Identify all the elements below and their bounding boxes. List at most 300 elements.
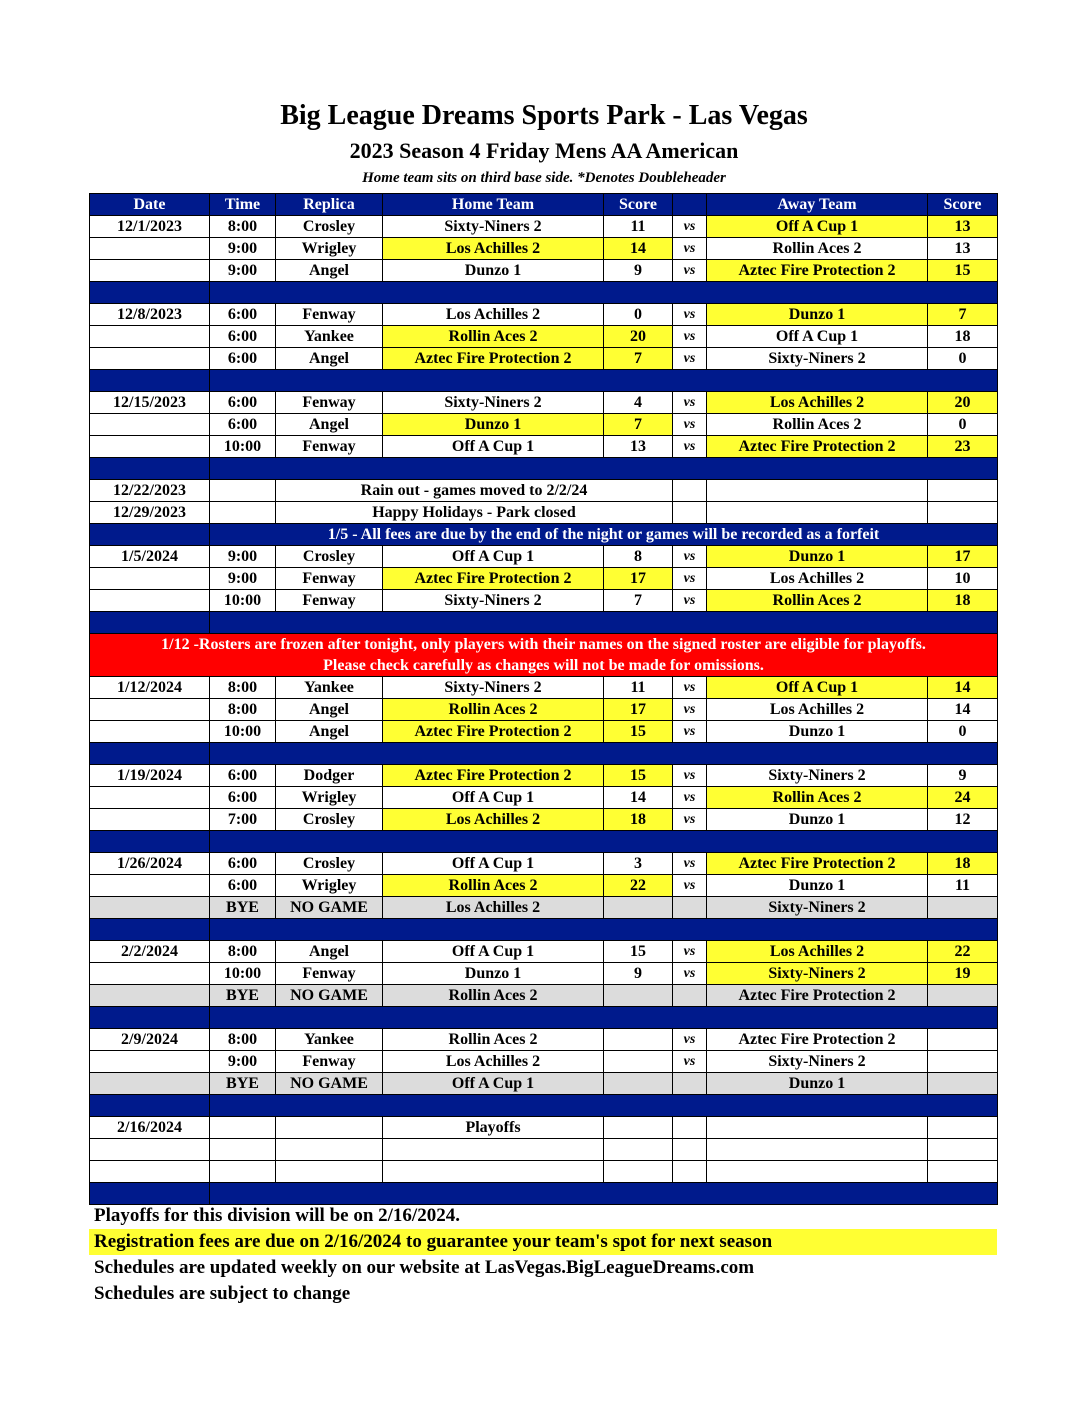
game-row — [90, 1117, 998, 1139]
replica-field-cell — [276, 1117, 383, 1139]
home-score-cell — [604, 985, 673, 1007]
bye-row — [90, 985, 998, 1007]
vs-cell — [673, 985, 707, 1007]
away-score-cell: 17 — [928, 546, 998, 568]
separator-cell — [210, 370, 998, 392]
footer-registration: Registration fees are due on 2/16/2024 to guarantee your team's spot for next season — [89, 1229, 997, 1255]
home-score-cell: 8 — [604, 546, 673, 568]
vs-cell — [673, 1161, 707, 1183]
time-cell: BYE — [210, 897, 276, 919]
game-row — [90, 546, 998, 568]
home-score-cell — [604, 1073, 673, 1095]
separator-row — [90, 1183, 998, 1205]
home-score-cell: 17 — [604, 699, 673, 721]
date-cell: 1/19/2024 — [90, 765, 210, 787]
game-row — [90, 414, 998, 436]
game-row — [90, 1161, 998, 1183]
away-score-cell — [928, 897, 998, 919]
home-team-cell: Off A Cup 1 — [383, 787, 604, 809]
header-date: Date — [90, 194, 210, 216]
vs-cell: vs — [673, 392, 707, 414]
notice-row — [90, 480, 998, 502]
away-team-cell: Los Achilles 2 — [707, 568, 928, 590]
date-cell: 12/22/2023 — [90, 480, 210, 502]
replica-field-cell: Wrigley — [276, 875, 383, 897]
date-cell — [90, 721, 210, 743]
vs-cell: vs — [673, 546, 707, 568]
time-cell: 8:00 — [210, 699, 276, 721]
away-team-cell: Rollin Aces 2 — [707, 590, 928, 612]
date-cell: 12/1/2023 — [90, 216, 210, 238]
vs-cell: vs — [673, 348, 707, 370]
date-cell — [90, 1051, 210, 1073]
home-score-cell: 11 — [604, 677, 673, 699]
home-team-cell: Aztec Fire Protection 2 — [383, 568, 604, 590]
game-row — [90, 1051, 998, 1073]
away-team-cell: Los Achilles 2 — [707, 941, 928, 963]
separator-row — [90, 743, 998, 765]
home-team-cell: Los Achilles 2 — [383, 809, 604, 831]
separator-row — [90, 1007, 998, 1029]
time-cell: 6:00 — [210, 348, 276, 370]
away-score-cell: 13 — [928, 238, 998, 260]
home-score-cell — [604, 1117, 673, 1139]
home-team-cell: Sixty-Niners 2 — [383, 216, 604, 238]
separator-cell — [210, 1183, 998, 1205]
replica-field-cell: Yankee — [276, 677, 383, 699]
vs-cell: vs — [673, 238, 707, 260]
replica-field-cell: Yankee — [276, 326, 383, 348]
away-team-cell — [707, 502, 928, 524]
vs-cell: vs — [673, 414, 707, 436]
game-row — [90, 721, 998, 743]
home-score-cell — [604, 1051, 673, 1073]
time-cell: 10:00 — [210, 590, 276, 612]
game-row — [90, 809, 998, 831]
replica-field-cell: Crosley — [276, 546, 383, 568]
away-score-cell: 0 — [928, 721, 998, 743]
away-team-cell: Dunzo 1 — [707, 721, 928, 743]
replica-field-cell: Angel — [276, 721, 383, 743]
date-cell — [90, 699, 210, 721]
date-cell: 12/8/2023 — [90, 304, 210, 326]
bye-row — [90, 1073, 998, 1095]
separator-cell — [210, 612, 998, 634]
roster-alert-line-2: Please check carefully as changes will not be made for omissions. — [323, 657, 764, 674]
home-team-cell: Dunzo 1 — [383, 963, 604, 985]
replica-field-cell: NO GAME — [276, 897, 383, 919]
home-score-cell — [604, 897, 673, 919]
date-cell — [90, 348, 210, 370]
date-cell: 12/15/2023 — [90, 392, 210, 414]
separator-row — [90, 919, 998, 941]
game-row — [90, 568, 998, 590]
date-cell: 2/9/2024 — [90, 1029, 210, 1051]
away-score-cell — [928, 1029, 998, 1051]
vs-cell: vs — [673, 787, 707, 809]
time-cell: 6:00 — [210, 853, 276, 875]
time-cell: 6:00 — [210, 765, 276, 787]
time-cell — [210, 1117, 276, 1139]
replica-field-cell — [276, 1161, 383, 1183]
away-score-cell: 24 — [928, 787, 998, 809]
bye-row — [90, 897, 998, 919]
date-cell: 1/26/2024 — [90, 853, 210, 875]
vs-cell: vs — [673, 853, 707, 875]
roster-alert-line-1: 1/12 -Rosters are frozen after tonight, only players with their names on the signed roster are eligible for playoffs. — [161, 636, 926, 653]
page-title: Big League Dreams Sports Park - Las Vegas — [280, 100, 808, 131]
away-team-cell: Dunzo 1 — [707, 809, 928, 831]
game-row — [90, 853, 998, 875]
vs-cell — [673, 897, 707, 919]
time-cell: 6:00 — [210, 875, 276, 897]
home-score-cell — [604, 1161, 673, 1183]
home-score-cell: 7 — [604, 414, 673, 436]
home-team-cell: Los Achilles 2 — [383, 1051, 604, 1073]
home-team-cell: Off A Cup 1 — [383, 436, 604, 458]
fee-notice-text: 1/5 - All fees are due by the end of the night or games will be recorded as a forfeit — [210, 524, 998, 546]
away-score-cell: 23 — [928, 436, 998, 458]
away-score-cell — [928, 480, 998, 502]
game-row — [90, 875, 998, 897]
replica-field-cell: Angel — [276, 941, 383, 963]
time-cell: 6:00 — [210, 326, 276, 348]
home-team-cell: Sixty-Niners 2 — [383, 590, 604, 612]
home-score-cell: 20 — [604, 326, 673, 348]
home-team-cell: Off A Cup 1 — [383, 941, 604, 963]
away-team-cell: Aztec Fire Protection 2 — [707, 436, 928, 458]
replica-field-cell — [276, 1139, 383, 1161]
replica-field-cell: Crosley — [276, 809, 383, 831]
footer-disclaimer: Schedules are subject to change — [94, 1283, 351, 1304]
vs-cell: vs — [673, 809, 707, 831]
home-score-cell: 14 — [604, 787, 673, 809]
home-score-cell: 17 — [604, 568, 673, 590]
home-score-cell: 9 — [604, 963, 673, 985]
separator-cell — [90, 458, 210, 480]
away-team-cell — [707, 1117, 928, 1139]
away-score-cell — [928, 1073, 998, 1095]
game-row — [90, 392, 998, 414]
away-score-cell: 9 — [928, 765, 998, 787]
away-score-cell: 18 — [928, 590, 998, 612]
separator-cell — [90, 1095, 210, 1117]
home-team-cell: Off A Cup 1 — [383, 853, 604, 875]
separator-cell — [210, 1095, 998, 1117]
vs-cell: vs — [673, 765, 707, 787]
away-score-cell: 11 — [928, 875, 998, 897]
home-team-cell: Rollin Aces 2 — [383, 326, 604, 348]
home-score-cell — [604, 1029, 673, 1051]
time-cell — [210, 480, 276, 502]
vs-cell: vs — [673, 721, 707, 743]
away-score-cell: 19 — [928, 963, 998, 985]
footer-playoffs: Playoffs for this division will be on 2/16/2024. — [94, 1205, 460, 1226]
home-score-cell: 3 — [604, 853, 673, 875]
time-cell: 6:00 — [210, 392, 276, 414]
game-row — [90, 260, 998, 282]
vs-cell: vs — [673, 304, 707, 326]
home-team-cell: Aztec Fire Protection 2 — [383, 721, 604, 743]
vs-cell: vs — [673, 1051, 707, 1073]
home-team-cell: Los Achilles 2 — [383, 304, 604, 326]
away-team-cell: Off A Cup 1 — [707, 216, 928, 238]
time-cell — [210, 1139, 276, 1161]
vs-cell: vs — [673, 677, 707, 699]
time-cell: 8:00 — [210, 1029, 276, 1051]
away-score-cell — [928, 1161, 998, 1183]
separator-row — [90, 458, 998, 480]
date-cell — [90, 875, 210, 897]
time-cell: 9:00 — [210, 260, 276, 282]
away-score-cell: 18 — [928, 326, 998, 348]
header-away-score: Score — [928, 194, 998, 216]
replica-field-cell: Crosley — [276, 216, 383, 238]
game-row — [90, 590, 998, 612]
vs-cell: vs — [673, 590, 707, 612]
home-team-cell: Rollin Aces 2 — [383, 1029, 604, 1051]
home-team-cell — [383, 1161, 604, 1183]
vs-cell: vs — [673, 1029, 707, 1051]
away-score-cell: 0 — [928, 348, 998, 370]
home-team-cell: Aztec Fire Protection 2 — [383, 765, 604, 787]
separator-cell — [210, 831, 998, 853]
away-score-cell: 13 — [928, 216, 998, 238]
separator-cell — [90, 1007, 210, 1029]
footer-website: Schedules are updated weekly on our website at LasVegas.BigLeagueDreams.com — [94, 1257, 755, 1278]
away-score-cell: 15 — [928, 260, 998, 282]
away-score-cell — [928, 1051, 998, 1073]
away-team-cell: Sixty-Niners 2 — [707, 765, 928, 787]
home-team-cell: Rollin Aces 2 — [383, 699, 604, 721]
date-cell — [90, 809, 210, 831]
roster-alert-cell — [90, 634, 998, 677]
game-row — [90, 216, 998, 238]
replica-field-cell: Dodger — [276, 765, 383, 787]
date-cell — [90, 787, 210, 809]
date-cell — [90, 568, 210, 590]
roster-alert-row — [90, 634, 998, 677]
date-cell — [90, 963, 210, 985]
vs-cell: vs — [673, 260, 707, 282]
home-score-cell: 7 — [604, 590, 673, 612]
time-cell: 6:00 — [210, 414, 276, 436]
home-team-cell: Sixty-Niners 2 — [383, 392, 604, 414]
date-cell — [90, 414, 210, 436]
away-score-cell — [928, 985, 998, 1007]
separator-row — [90, 612, 998, 634]
separator-row — [90, 831, 998, 853]
away-team-cell: Rollin Aces 2 — [707, 414, 928, 436]
away-team-cell: Dunzo 1 — [707, 546, 928, 568]
vs-cell: vs — [673, 216, 707, 238]
away-team-cell: Aztec Fire Protection 2 — [707, 260, 928, 282]
separator-cell — [210, 1007, 998, 1029]
separator-cell — [90, 919, 210, 941]
away-team-cell: Rollin Aces 2 — [707, 238, 928, 260]
time-cell: BYE — [210, 1073, 276, 1095]
vs-cell: vs — [673, 568, 707, 590]
home-team-cell — [383, 1139, 604, 1161]
date-cell — [90, 238, 210, 260]
game-row — [90, 941, 998, 963]
separator-cell — [90, 282, 210, 304]
home-team-cell: Rollin Aces 2 — [383, 875, 604, 897]
away-team-cell: Dunzo 1 — [707, 1073, 928, 1095]
away-score-cell: 14 — [928, 699, 998, 721]
home-team-cell: Off A Cup 1 — [383, 546, 604, 568]
away-team-cell: Off A Cup 1 — [707, 677, 928, 699]
away-team-cell: Sixty-Niners 2 — [707, 963, 928, 985]
away-score-cell: 22 — [928, 941, 998, 963]
away-score-cell — [928, 1117, 998, 1139]
time-cell: 9:00 — [210, 238, 276, 260]
away-score-cell — [928, 502, 998, 524]
vs-cell — [673, 502, 707, 524]
game-row — [90, 436, 998, 458]
game-row — [90, 765, 998, 787]
header-time: Time — [210, 194, 276, 216]
home-score-cell: 0 — [604, 304, 673, 326]
game-row — [90, 1139, 998, 1161]
game-row — [90, 348, 998, 370]
vs-cell: vs — [673, 436, 707, 458]
away-team-cell: Dunzo 1 — [707, 304, 928, 326]
game-row — [90, 699, 998, 721]
header-home-score: Score — [604, 194, 673, 216]
fee-notice-row — [90, 524, 998, 546]
replica-field-cell: NO GAME — [276, 985, 383, 1007]
replica-field-cell: Fenway — [276, 963, 383, 985]
separator-cell — [210, 919, 998, 941]
away-team-cell — [707, 1139, 928, 1161]
schedule-note: Home team sits on third base side. *Denotes Doubleheader — [362, 170, 726, 186]
away-team-cell: Sixty-Niners 2 — [707, 897, 928, 919]
vs-cell — [673, 1117, 707, 1139]
vs-cell: vs — [673, 326, 707, 348]
replica-field-cell: Angel — [276, 414, 383, 436]
replica-field-cell: Fenway — [276, 1051, 383, 1073]
away-team-cell: Rollin Aces 2 — [707, 787, 928, 809]
time-cell: 8:00 — [210, 216, 276, 238]
time-cell: 6:00 — [210, 787, 276, 809]
schedule-table — [89, 193, 998, 1205]
replica-field-cell: Yankee — [276, 1029, 383, 1051]
vs-cell — [673, 480, 707, 502]
date-cell: 2/2/2024 — [90, 941, 210, 963]
date-cell — [90, 1139, 210, 1161]
replica-field-cell: NO GAME — [276, 1073, 383, 1095]
time-cell — [210, 502, 276, 524]
notice-row — [90, 502, 998, 524]
home-score-cell — [604, 1139, 673, 1161]
vs-cell — [673, 1139, 707, 1161]
header-row — [90, 194, 998, 216]
page-subtitle: 2023 Season 4 Friday Mens AA American — [349, 138, 739, 163]
home-score-cell: 4 — [604, 392, 673, 414]
away-team-cell: Los Achilles 2 — [707, 699, 928, 721]
replica-field-cell: Wrigley — [276, 238, 383, 260]
away-team-cell: Sixty-Niners 2 — [707, 348, 928, 370]
home-score-cell: 15 — [604, 941, 673, 963]
home-score-cell: 7 — [604, 348, 673, 370]
replica-field-cell: Wrigley — [276, 787, 383, 809]
replica-field-cell: Angel — [276, 260, 383, 282]
date-cell — [90, 436, 210, 458]
vs-cell — [673, 1073, 707, 1095]
time-cell: 10:00 — [210, 721, 276, 743]
home-team-cell: Playoffs — [383, 1117, 604, 1139]
game-row — [90, 677, 998, 699]
date-cell — [90, 985, 210, 1007]
vs-cell: vs — [673, 875, 707, 897]
time-cell: 10:00 — [210, 436, 276, 458]
away-score-cell — [928, 1139, 998, 1161]
time-cell: 6:00 — [210, 304, 276, 326]
time-cell: 9:00 — [210, 546, 276, 568]
schedule-body — [90, 194, 998, 1205]
game-row — [90, 963, 998, 985]
time-cell: 9:00 — [210, 1051, 276, 1073]
replica-field-cell: Angel — [276, 348, 383, 370]
replica-field-cell: Fenway — [276, 568, 383, 590]
date-cell — [90, 326, 210, 348]
time-cell — [210, 1161, 276, 1183]
home-score-cell: 15 — [604, 721, 673, 743]
time-cell: BYE — [210, 985, 276, 1007]
time-cell: 7:00 — [210, 809, 276, 831]
notice-text: Happy Holidays - Park closed — [276, 502, 673, 524]
header-replica: Replica — [276, 194, 383, 216]
separator-cell — [210, 743, 998, 765]
replica-field-cell: Fenway — [276, 436, 383, 458]
away-score-cell: 12 — [928, 809, 998, 831]
time-cell: 8:00 — [210, 941, 276, 963]
away-team-cell — [707, 480, 928, 502]
away-score-cell: 0 — [928, 414, 998, 436]
separator-cell — [90, 612, 210, 634]
separator-row — [90, 282, 998, 304]
away-team-cell: Dunzo 1 — [707, 875, 928, 897]
separator-cell — [210, 282, 998, 304]
away-team-cell: Off A Cup 1 — [707, 326, 928, 348]
separator-row — [90, 370, 998, 392]
vs-cell: vs — [673, 699, 707, 721]
home-score-cell: 14 — [604, 238, 673, 260]
date-cell: 12/29/2023 — [90, 502, 210, 524]
separator-cell — [90, 370, 210, 392]
header-vs — [673, 194, 707, 216]
home-score-cell: 11 — [604, 216, 673, 238]
separator-cell — [90, 831, 210, 853]
date-cell: 2/16/2024 — [90, 1117, 210, 1139]
away-team-cell: Aztec Fire Protection 2 — [707, 853, 928, 875]
home-team-cell: Aztec Fire Protection 2 — [383, 348, 604, 370]
away-team-cell: Los Achilles 2 — [707, 392, 928, 414]
date-cell — [90, 1073, 210, 1095]
game-row — [90, 238, 998, 260]
date-cell: 1/5/2024 — [90, 546, 210, 568]
date-cell — [90, 1161, 210, 1183]
separator-cell — [90, 743, 210, 765]
replica-field-cell: Angel — [276, 699, 383, 721]
time-cell: 9:00 — [210, 568, 276, 590]
separator-cell — [90, 1183, 210, 1205]
game-row — [90, 304, 998, 326]
date-cell — [90, 590, 210, 612]
home-score-cell: 9 — [604, 260, 673, 282]
home-team-cell: Los Achilles 2 — [383, 897, 604, 919]
